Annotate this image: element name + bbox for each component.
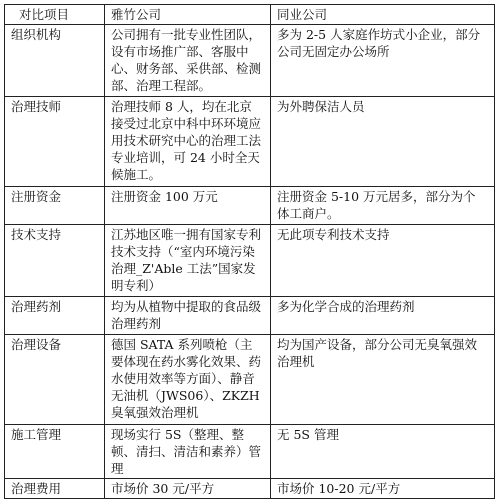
yazhu-cell: 市场价 30 元/平方 xyxy=(105,479,271,499)
yazhu-cell: 现场实行 5S（整理、整顿、清扫、清洁和素养）管理 xyxy=(105,425,271,479)
yazhu-cell: 均为从植物中提取的食品级治理药剂 xyxy=(105,297,271,335)
peer-cell: 多为化学合成的治理药剂 xyxy=(271,297,495,335)
row-item-label: 技术支持 xyxy=(5,225,105,297)
header-item: 对比项目 xyxy=(5,5,105,25)
table-row xyxy=(5,25,495,97)
row-item-label: 组织机构 xyxy=(5,25,105,97)
table-row xyxy=(5,479,495,499)
comparison-document xyxy=(4,4,494,499)
row-item-label: 治理费用 xyxy=(5,479,105,499)
table-row xyxy=(5,187,495,225)
yazhu-cell: 公司拥有一批专业性团队，设有市场推广部、客服中心、财务部、采供部、检测部、治理工程部。 xyxy=(105,25,271,97)
row-item-label: 治理设备 xyxy=(5,335,105,425)
peer-cell: 无 5S 管理 xyxy=(271,425,495,479)
peer-cell: 无此项专利技术支持 xyxy=(271,225,495,297)
table-row xyxy=(5,335,495,425)
peer-cell: 多为 2-5 人家庭作坊式小企业，部分公司无固定办公场所 xyxy=(271,25,495,97)
row-item-label: 治理技师 xyxy=(5,97,105,187)
table-row xyxy=(5,225,495,297)
yazhu-cell: 治理技师 8 人，均在北京接受过北京中科中环环境应用技术研究中心的治理工法专业培训，可 24 小时全天候施工。 xyxy=(105,97,271,187)
header-yazhu: 雅竹公司 xyxy=(105,5,271,25)
yazhu-cell: 江苏地区唯一拥有国家专利技术支持（“室内环境污染治理_Z'Able 工法”国家发明专利） xyxy=(105,225,271,297)
header-peer: 同业公司 xyxy=(271,5,495,25)
peer-cell: 注册资金 5-10 万元居多，部分为个体工商户。 xyxy=(271,187,495,225)
table-row xyxy=(5,97,495,187)
table-row xyxy=(5,425,495,479)
row-item-label: 施工管理 xyxy=(5,425,105,479)
peer-cell: 市场价 10-20 元/平方 xyxy=(271,479,495,499)
table-row xyxy=(5,297,495,335)
row-item-label: 治理药剂 xyxy=(5,297,105,335)
yazhu-cell: 注册资金 100 万元 xyxy=(105,187,271,225)
peer-cell: 均为国产设备，部分公司无臭氧强效治理机 xyxy=(271,335,495,425)
comparison-table xyxy=(4,4,495,499)
yazhu-cell: 德国 SATA 系列喷枪（主要体现在药水雾化效果、药水使用效率等方面）、静音无油机（JWS06）、ZKZH 臭氧强效治理机 xyxy=(105,335,271,425)
table-header-row xyxy=(5,5,495,25)
row-item-label: 注册资金 xyxy=(5,187,105,225)
peer-cell: 为外聘保洁人员 xyxy=(271,97,495,187)
